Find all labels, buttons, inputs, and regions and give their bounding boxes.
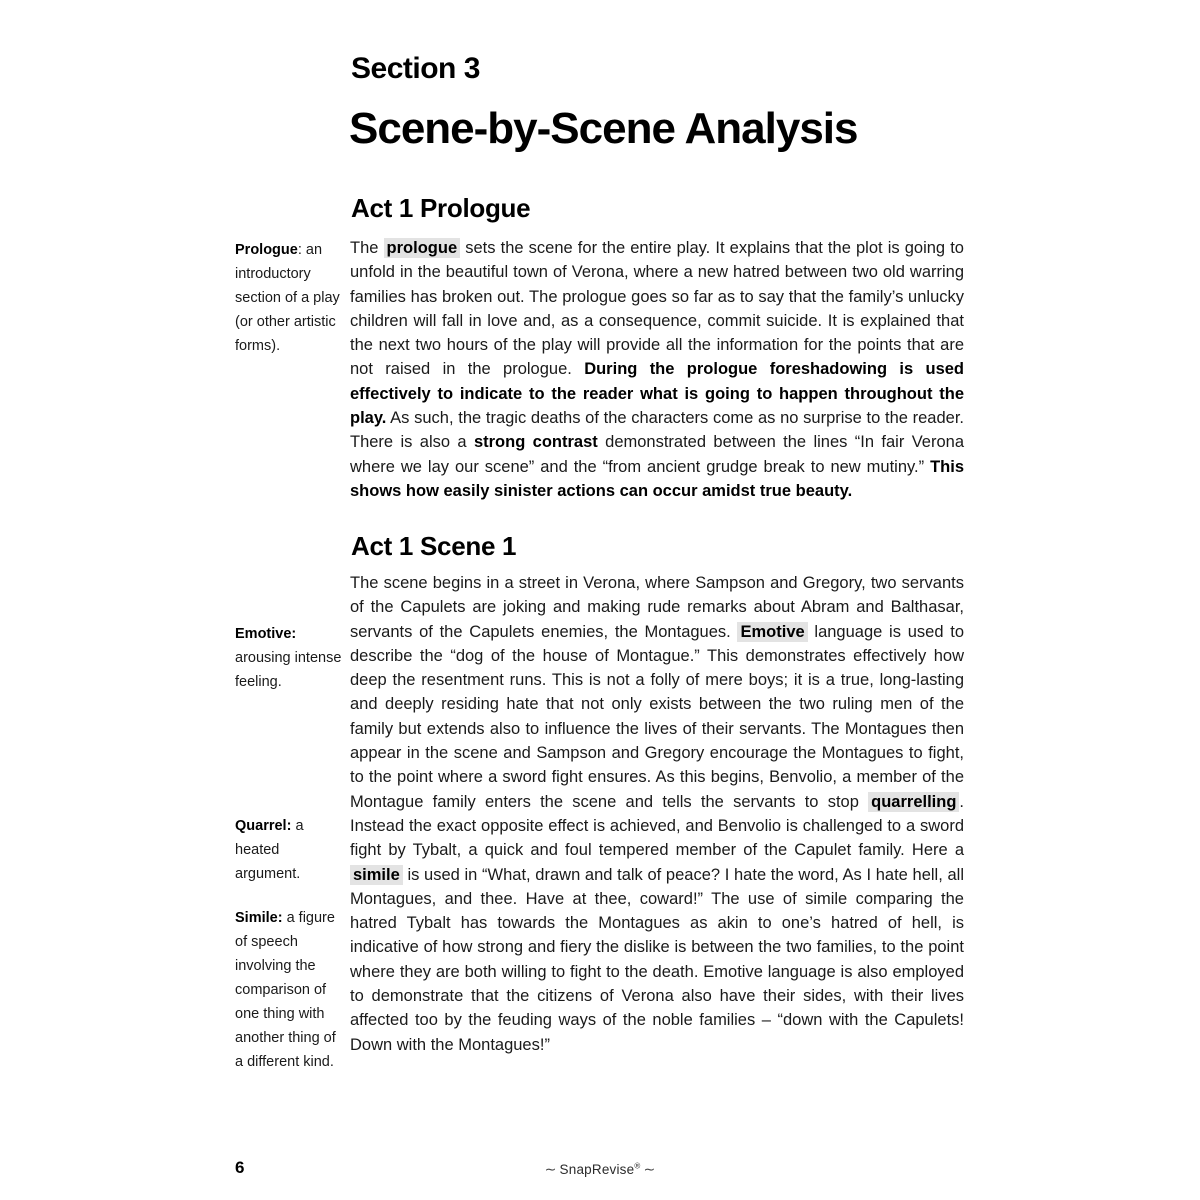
- footer-brand: [0, 1161, 1200, 1178]
- margin-note-simile-definition: Simile: a figure of speech involving the comparison of one thing with another thing of a different kind.: [235, 910, 336, 1070]
- paragraph-act-1-prologue: The prologue sets the scene for the entire play. It explains that the plot is going to unfold in the beautiful town of Verona, where a new hatred between two old warring families has broken out. The prologue goes so far as to say that the family’s unlucky children will fall in love and, as a consequence, commit suicide. It is explained that the next two hours of the play will provide all the information for the points that are not raised in the prologue. During the prologue foreshadowing is used effectively to indicate to the reader what is going to happen throughout the play. As such, the tragic deaths of the characters come as no surprise to the reader. There is also a strong contrast demonstrated between the lines “In fair Verona where we lay our scene” and the “from ancient grudge break to new mutiny.” This shows how easily sinister actions can occur amidst true beauty.: [350, 239, 964, 500]
- margin-note-quarrel-definition: Quarrel: a heated argument.: [235, 818, 304, 882]
- margin-note-emotive-definition: Emotive: arousing intense feeling.: [235, 626, 342, 690]
- page-number: 6: [235, 1158, 245, 1177]
- paragraph-act-1-scene-1: The scene begins in a street in Verona, where Sampson and Gregory, two servants of the Capulets are joking and making rude remarks about Abram and Balthasar, servants of the Capulets enemies, the Montagues. Emotive language is used to describe the “dog of the house of Montague.” This demonstrates effectively how deep the resentment runs. This is not a folly of mere boys; it is a true, long-lasting and deeply residing hate that not only exists between the two ruling men of the family but extends also to influence the lives of their servants. The Montagues then appear in the scene and Sampson and Gregory encourage the Montagues to fight, to the point where a sword fight ensures. As this begins, Benvolio, a member of the Montague family enters the scene and tells the servants to stop quarrelling . Instead the exact opposite effect is achieved, and Benvolio is challenged to a sword fight by Tybalt, a quick and foul tempered member of the Capulet family. Here a simile is used in “What, drawn and talk of peace? I hate the word, As I hate hell, all Montagues, and thee. Have at thee, coward!” The use of simile comparing the hatred Tybalt has towards the Montagues as akin to one’s hatred of hell, is indicative of how strong and fiery the dislike is between the two families, to the point where they are both willing to fight to the death. Emotive language is also employed to demonstrate that the citizens of Verona also have their sides, with their lives affected too by the feuding ways of the noble families – “down with the Capulets! Down with the Montagues!”: [350, 574, 964, 1054]
- heading-act-1-scene-1: Act 1 Scene 1: [351, 531, 517, 561]
- brand-tilde-right: ∼: [643, 1161, 656, 1177]
- brand-tilde-left: ∼: [544, 1161, 557, 1177]
- brand-name: SnapRevise: [559, 1162, 635, 1177]
- heading-act-1-prologue: Act 1 Prologue: [351, 193, 531, 223]
- margin-note-prologue-definition: Prologue: an introductory section of a play (or other artistic forms).: [235, 242, 340, 354]
- registered-trademark-mark: ®: [634, 1161, 641, 1171]
- section-label: Section 3: [351, 52, 480, 85]
- page-title: Scene-by-Scene Analysis: [349, 104, 858, 153]
